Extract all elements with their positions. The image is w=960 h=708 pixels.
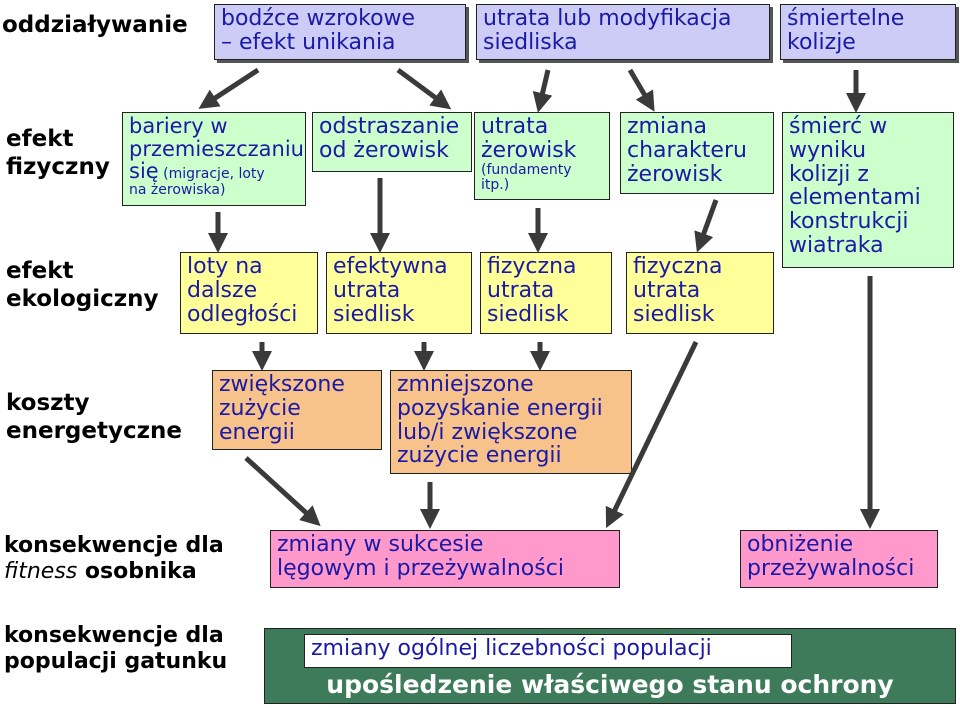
box-feeding-character-change: zmiana charakteru żerowisk — [620, 112, 774, 194]
box-physical-habitat-loss-2: fizyczna utrata siedlisk — [626, 252, 774, 334]
box-movement-barriers: bariery w przemieszczaniu się (migracje, loty na żerowiska) — [122, 112, 306, 206]
box-increased-energy-use: zwiększone zużycie energii — [212, 370, 382, 450]
row-label-energy-costs: koszty energetyczne — [6, 390, 182, 444]
box-effective-habitat-loss: efektywna utrata siedlisk — [326, 252, 472, 334]
arrow-habitat-to-change — [630, 70, 650, 104]
text-conservation-status: upośledzenie właściwego stanu ochrony — [326, 670, 894, 699]
box-fatal-collisions: śmiertelne kolizje — [780, 4, 956, 60]
row-label-interaction: oddziaływanie — [2, 12, 188, 38]
box-reduced-survival: obniżenie przeżywalności — [740, 530, 938, 588]
box-feeding-ground-loss: utrata żerowisk (fundamenty itp.) — [474, 112, 610, 200]
box-reduced-energy-intake: zmniejszone pozyskanie energii lub/i zwiększone zużycie energii — [390, 370, 632, 474]
box-feeding-deterrence: odstraszanie od żerowisk — [312, 112, 472, 172]
box-breeding-success-changes: zmiany w sukcesie lęgowym i przeżywalności — [270, 530, 620, 588]
row-label-physical-effect: efekt fizyczny — [6, 126, 110, 180]
row-label-fitness-consequences: konsekwencje dla fitness osobnika — [4, 533, 224, 585]
arrow-change-to-physical2 — [700, 200, 716, 244]
arrow-visual-to-deterrence — [398, 70, 444, 104]
box-longer-flights: loty na dalsze odległości — [180, 252, 318, 334]
arrow-energy-to-succession — [246, 458, 314, 520]
box-physical-habitat-loss-1: fizyczna utrata siedlisk — [480, 252, 612, 334]
arrow-visual-to-barriers — [206, 70, 258, 104]
box-population-size-changes: zmiany ogólnej liczebności populacji — [304, 634, 792, 668]
box-habitat-loss: utrata lub modyfikacja siedliska — [476, 4, 770, 60]
box-collision-death: śmierć w wyniku kolizji z elementami konstrukcji wiatraka — [782, 112, 954, 268]
box-visual-stimuli: bodźce wzrokowe – efekt unikania — [214, 4, 466, 60]
row-label-ecological-effect: efekt ekologiczny — [6, 258, 159, 312]
arrow-physical2-to-succession — [610, 342, 696, 520]
arrow-habitat-to-loss — [540, 70, 548, 104]
row-label-population-consequences: konsekwencje dla populacji gatunku — [4, 623, 228, 675]
